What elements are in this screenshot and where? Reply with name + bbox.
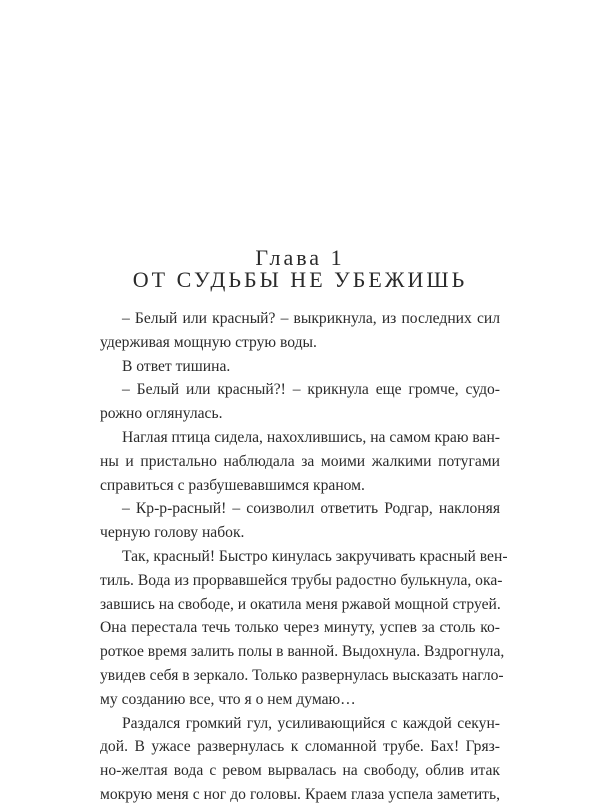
text-line: дой. В ужасе развернулась к сломанной трубе. Бах! Гряз- xyxy=(100,738,500,756)
chapter-number: Глава 1 xyxy=(255,245,345,270)
text-line: рожно оглянулась. xyxy=(100,405,223,423)
text-line: увидев себя в зеркало. Только развернулась высказать нагло- xyxy=(100,666,504,684)
text-line: – Кр-р-расный! – соизволил ответить Родгар, наклоняя xyxy=(122,500,500,518)
body-text xyxy=(100,307,508,807)
text-line: роткое время залить полы в ванной. Выдохнула. Вздрогнула, xyxy=(100,643,505,661)
text-line: но-желтая вода с ревом вырвалась на свободу, облив итак xyxy=(100,762,500,780)
text-line: Она перестала течь только через минуту, успев за столь ко- xyxy=(100,619,500,637)
text-line: му созданию все, что я о нем думаю… xyxy=(100,690,356,708)
text-line: удерживая мощную струю воды. xyxy=(100,333,317,351)
text-line: – Белый или красный? – выкрикнула, из последних сил xyxy=(122,310,500,327)
text-line: тиль. Вода из прорвавшейся трубы радостно булькнула, ока- xyxy=(100,571,503,589)
text-line: черную голову набок. xyxy=(100,524,245,542)
text-line: ны и пристально наблюдала за моими жалкими потугами xyxy=(100,452,500,470)
text-line: Раздался громкий гул, усиливающийся с каждой секун- xyxy=(122,714,500,732)
text-line: справиться с разбушевавшимся краном. xyxy=(100,476,365,494)
chapter-title: ОТ СУДЬБЫ НЕ УБЕЖИШЬ xyxy=(132,267,468,292)
text-line: Наглая птица сидела, нахохлившись, на самом краю ван- xyxy=(122,428,500,446)
text-line: мокрую меня с ног до головы. Краем глаза успела заметить, xyxy=(100,785,500,803)
text-line: Так, красный! Быстро кинулась закручивать красный вен- xyxy=(122,547,508,565)
text-line: В ответ тишина. xyxy=(122,357,231,375)
text-line: завшись на свободе, и окатила меня ржавой мощной струей. xyxy=(100,595,501,613)
text-line: – Белый или красный?! – крикнула еще громче, судо- xyxy=(122,381,500,399)
